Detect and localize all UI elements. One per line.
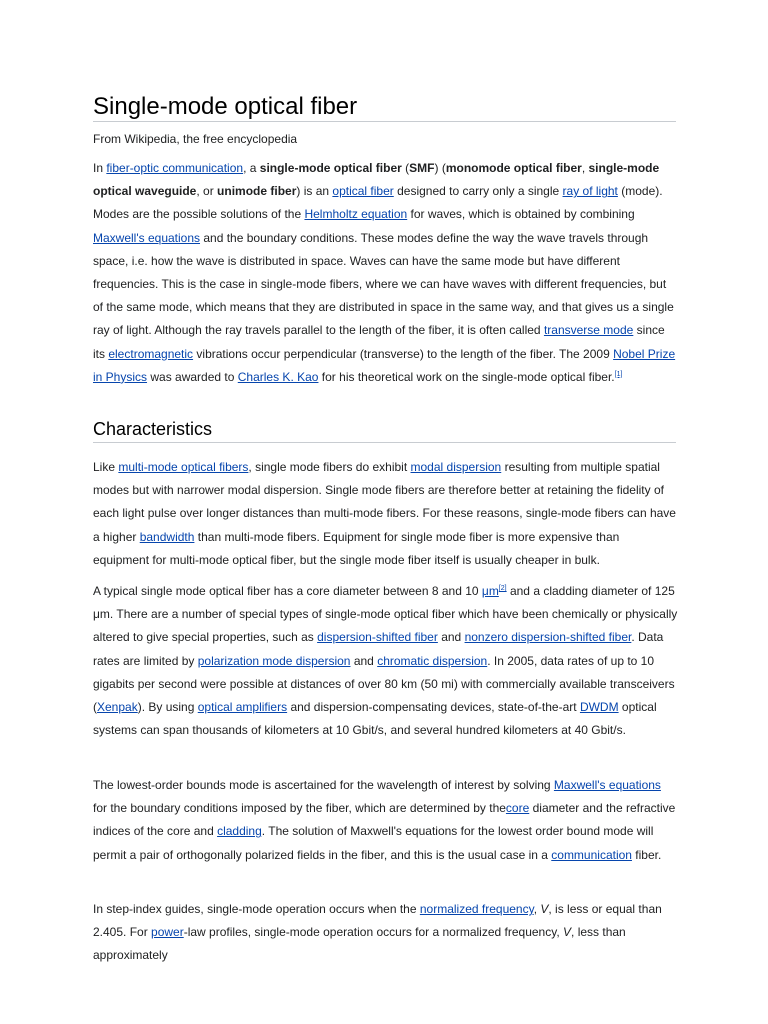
- text: A typical single mode optical fiber has a core diameter between 8 and 10: [93, 584, 482, 598]
- link-modal-dispersion[interactable]: modal dispersion: [410, 460, 502, 474]
- characteristics-paragraph-1: [93, 456, 678, 572]
- text: optical systems can span thousands of kilometers at 10 Gbit/s, and several hundred kilometers at 40 Gbit/s.: [93, 700, 657, 738]
- reference-link[interactable]: [1]: [614, 370, 623, 378]
- link-power[interactable]: power: [151, 925, 184, 940]
- text: and a cladding diameter of 125 μm. There are a number of special types of single-mode optical fiber which have been chemically or physically altered to give special properties, such as: [93, 584, 678, 645]
- text: since its: [93, 323, 665, 361]
- text: (mode). Modes are the possible solutions of the: [93, 184, 663, 222]
- link-xenpak[interactable]: Xenpak: [97, 700, 138, 715]
- text: ,: [581, 161, 589, 175]
- variable-v: V: [540, 902, 549, 916]
- text: diameter and the refractive indices of the core and: [93, 801, 676, 839]
- characteristics-paragraph-3: [93, 774, 678, 867]
- text: resulting from multiple spatial modes but with narrower modal dispersion. Single mode fibers are therefore better at retaining the fidelity of each light pulse over longer distances than multi-mode fibers. For these reasons, single-mode fibers can have a higher: [93, 460, 676, 544]
- text: , or: [196, 184, 218, 199]
- text: vibrations occur perpendicular (transverse) to the length of the fiber. The 2009: [193, 346, 614, 361]
- text: for waves, which is obtained by combining: [407, 207, 635, 222]
- text: , is less or equal than 2.405. For: [93, 902, 662, 940]
- intro-paragraph: [93, 157, 678, 389]
- text: ) (: [434, 161, 446, 175]
- text: ,: [533, 902, 541, 916]
- link-cladding[interactable]: cladding: [217, 824, 262, 839]
- text: . Data rates are limited by: [93, 630, 664, 668]
- reference-link[interactable]: [2]: [498, 585, 507, 592]
- link-fiber-optic-communication[interactable]: fiber-optic communication: [106, 161, 244, 175]
- text: (: [401, 161, 410, 175]
- link-optical-amplifiers[interactable]: optical amplifiers: [197, 700, 288, 715]
- link-optical-fiber[interactable]: optical fiber: [332, 184, 394, 199]
- text: than multi-mode fibers. Equipment for single mode fiber is more expensive than equipment for multi-mode optical fiber, but the single mode fiber itself is usually cheaper in bulk.: [93, 529, 620, 567]
- bold-term: single-mode optical fiber: [259, 161, 402, 175]
- bold-term: monomode optical fiber: [445, 161, 582, 175]
- text: designed to carry only a single: [393, 184, 563, 199]
- text: -law profiles, single-mode operation occurs for a normalized frequency,: [183, 925, 564, 940]
- text: and dispersion-compensating devices, state-of-the-art: [287, 700, 580, 715]
- link-charles-k-kao[interactable]: Charles K. Kao: [237, 369, 319, 384]
- link-electromagnetic[interactable]: electromagnetic: [108, 346, 194, 361]
- text: ). By using: [137, 700, 198, 715]
- link-ray-of-light[interactable]: ray of light: [562, 184, 618, 199]
- link-bandwidth[interactable]: bandwidth: [139, 529, 195, 544]
- bold-term: single-mode optical waveguide: [93, 161, 660, 199]
- text: and the boundary conditions. These modes define the way the wave travels through space, i.e. how the wave is distributed in space. Waves can have the same mode but have different frequencies. This is the case in single-mode fibers, where we can have waves with different frequencies, but of the same mode, which means that they are distributed in space in the same way, and that gives us a single ray of light. Although the ray travels parallel to the length of the fiber, it is often called: [93, 230, 674, 338]
- link-multi-mode-optical-fibers[interactable]: multi-mode optical fibers: [118, 460, 249, 474]
- site-tagline: From Wikipedia, the free encyclopedia: [93, 132, 298, 146]
- link-dwdm[interactable]: DWDM: [579, 700, 619, 715]
- text: In: [93, 161, 107, 175]
- text: for his theoretical work on the single-mode optical fiber.: [318, 369, 615, 384]
- text: and: [350, 653, 378, 668]
- link-nonzero-dispersion-shifted-fiber[interactable]: nonzero dispersion-shifted fiber: [464, 630, 632, 645]
- link-communication[interactable]: communication: [551, 847, 632, 862]
- text: and: [437, 630, 465, 645]
- variable-v: V: [563, 925, 572, 940]
- text: Like: [93, 460, 119, 474]
- bold-term: unimode fiber: [217, 184, 297, 199]
- text: In step-index guides, single-mode operation occurs when the: [93, 902, 420, 916]
- link-nobel-prize-physics[interactable]: Nobel Prize in Physics: [93, 346, 676, 384]
- text: ) is an: [296, 184, 333, 199]
- link-maxwells-equations[interactable]: Maxwell's equations: [553, 778, 661, 792]
- text: fiber.: [631, 847, 662, 862]
- link-micrometre[interactable]: μm: [481, 584, 499, 598]
- page-title: Single-mode optical fiber: [93, 92, 676, 122]
- text: . In 2005, data rates of up to 10 gigabits per second were possible at distances of over 80 km (50 mi) with commercially available transceivers (: [93, 653, 675, 715]
- section-heading-characteristics: Characteristics: [93, 417, 676, 443]
- characteristics-paragraph-2: [93, 580, 678, 742]
- text: , single mode fibers do exhibit: [248, 460, 411, 474]
- link-normalized-frequency[interactable]: normalized frequency: [419, 902, 534, 916]
- text: , a: [243, 161, 260, 175]
- link-polarization-mode-dispersion[interactable]: polarization mode dispersion: [197, 653, 351, 668]
- link-transverse-mode[interactable]: transverse mode: [543, 323, 634, 338]
- link-dispersion-shifted-fiber[interactable]: dispersion-shifted fiber: [317, 630, 438, 645]
- link-helmholtz-equation[interactable]: Helmholtz equation: [304, 207, 408, 222]
- link-core[interactable]: core: [505, 801, 530, 816]
- characteristics-paragraph-4: [93, 898, 678, 968]
- bold-term: SMF: [409, 161, 435, 175]
- text: The lowest-order bounds mode is ascertained for the wavelength of interest by solving: [93, 778, 554, 792]
- text: . The solution of Maxwell's equations for the lowest order bound mode will permit a pair of orthogonally polarized fields in the fiber, and this is the usual case in a: [93, 824, 654, 862]
- text: for the boundary conditions imposed by the fiber, which are determined by the: [93, 801, 506, 816]
- link-maxwells-equations[interactable]: Maxwell's equations: [93, 230, 201, 245]
- text: , less than approximately: [93, 925, 626, 963]
- text: was awarded to: [147, 369, 238, 384]
- link-chromatic-dispersion[interactable]: chromatic dispersion: [377, 653, 488, 668]
